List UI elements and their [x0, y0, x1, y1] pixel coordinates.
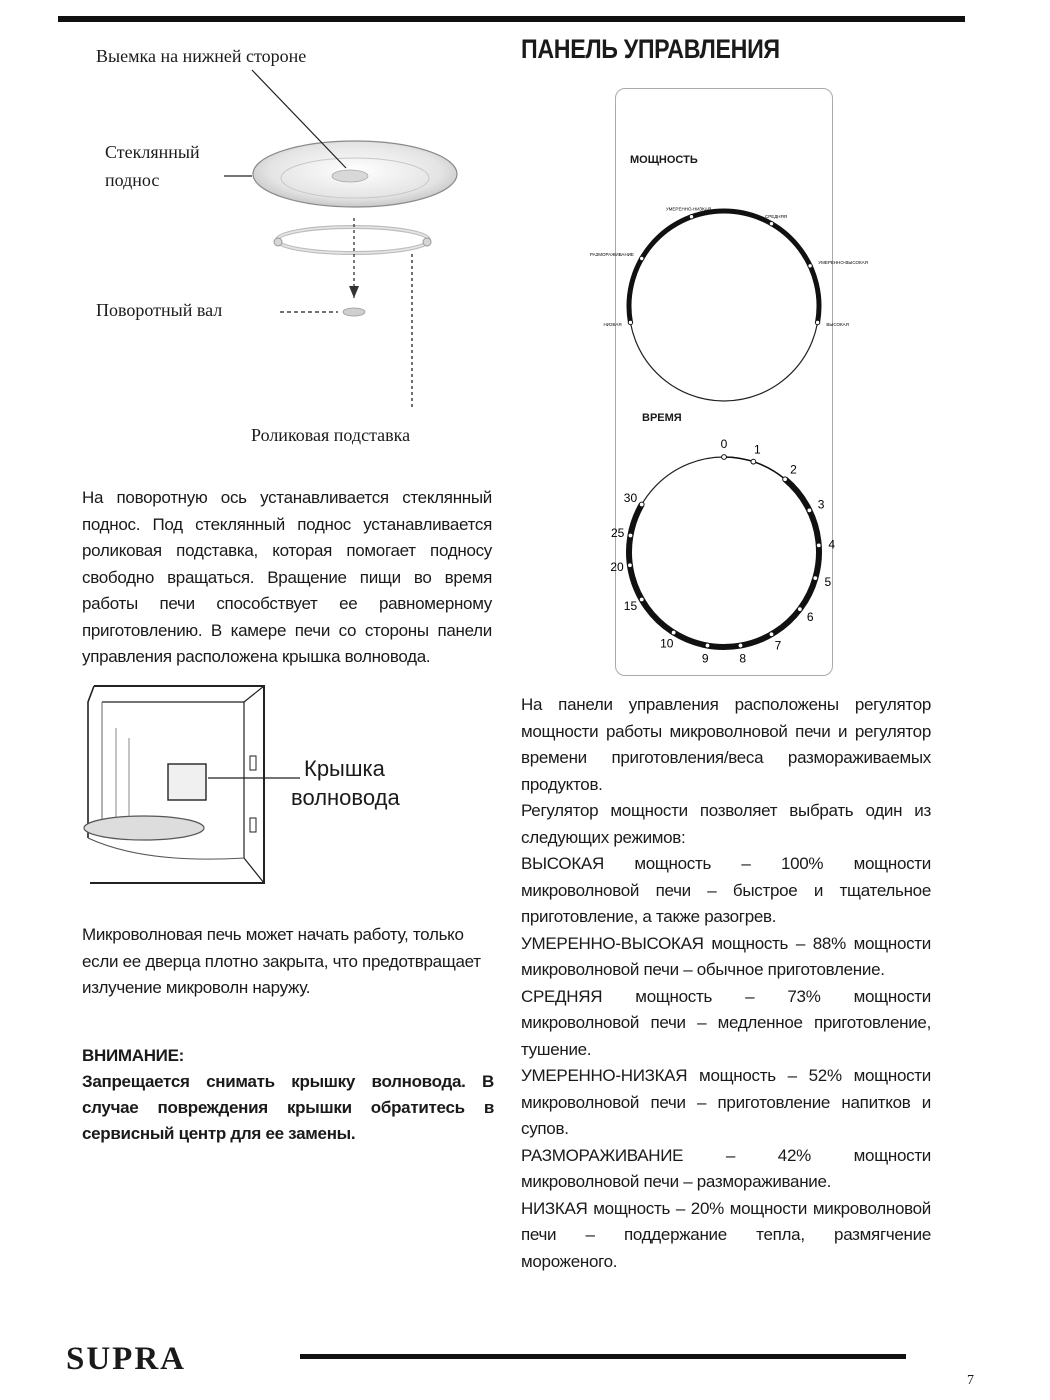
- label-roller: Роликовая подставка: [251, 425, 411, 445]
- time-tick: [639, 597, 644, 602]
- top-rule: [58, 16, 965, 22]
- mode-medium: СРЕДНЯЯ мощность – 73% мощности микроволновой печи – медленное приготовление, тушение.: [521, 986, 931, 1059]
- power-level-label: УМЕРЕННО-НИЗКАЯ: [665, 206, 712, 212]
- paragraph-door: Микроволновая печь может начать работу, только если ее дверца плотно закрыта, что предотвращает излучение микроволн наружу.: [82, 925, 481, 997]
- mode-defrost: РАЗМОРАЖИВАНИЕ – 42% мощности микроволновой печи – размораживание.: [521, 1145, 931, 1191]
- panel-intro: На панели управления расположены регулятор мощности работы микроволновой печи и регулятор времени приготовления/веса размораживаемых продуктов.: [521, 695, 931, 794]
- paragraph-tray: На поворотную ось устанавливается стеклянный поднос. Под стеклянный поднос устанавливается роликовая подставка, которая помогает подносу свободно вращаться. Вращение пищи во время работы печи способствует ее равномерному приготовлению. В камере печи со стороны панели управления расположена крышка волновода.: [82, 488, 492, 666]
- time-mark-label: 7: [774, 638, 782, 653]
- time-mark-label: 9: [701, 651, 709, 666]
- power-level-label: НИЗКАЯ: [603, 322, 622, 328]
- warning-title: ВНИМАНИЕ:: [82, 1046, 185, 1065]
- power-label: МОЩНОСТЬ: [630, 154, 698, 166]
- time-tick: [705, 643, 710, 648]
- time-mark-label: 4: [828, 537, 836, 552]
- time-tick: [751, 459, 756, 464]
- mode-low: НИЗКАЯ мощность – 20% мощности микроволновой печи – поддержание тепла, размягчение мороженого.: [521, 1198, 931, 1271]
- time-label: ВРЕМЯ: [642, 412, 682, 424]
- time-tick: [722, 455, 727, 460]
- label-waveguide-1: Крышка: [304, 756, 385, 781]
- time-mark-label: 15: [623, 599, 638, 613]
- page-title: ПАНЕЛЬ УПРАВЛЕНИЯ: [521, 34, 780, 64]
- power-tick: [769, 222, 773, 226]
- time-mark-label: 0: [720, 437, 728, 451]
- time-mark-label: 2: [790, 462, 797, 477]
- time-tick: [797, 607, 802, 612]
- time-mark-label: 25: [610, 526, 625, 541]
- waveguide-diagram: [84, 678, 284, 898]
- time-mark-label: 8: [739, 651, 747, 666]
- mode-medium-low: УМЕРЕННО-НИЗКАЯ мощность – 52% мощности микроволновой печи – приготовление напитков и супов.: [521, 1066, 931, 1138]
- time-tick: [639, 502, 644, 507]
- time-mark-label: 10: [660, 636, 674, 651]
- time-dial[interactable]: [610, 437, 835, 665]
- power-level-label: УМЕРЕННО-ВЫСОКАЯ: [818, 260, 868, 266]
- time-tick: [671, 630, 676, 635]
- brand-logo: SUPRA: [66, 1341, 187, 1377]
- time-tick: [807, 508, 812, 513]
- time-mark-label: 1: [754, 442, 761, 457]
- mode-medium-high: УМЕРЕННО-ВЫСОКАЯ мощность – 88% мощности микроволновой печи – обычное приготовление.: [521, 933, 931, 979]
- time-tick: [816, 543, 821, 548]
- turntable-shaft: [343, 308, 365, 316]
- time-mark-label: 6: [806, 609, 814, 624]
- warning-block: [82, 1043, 494, 1147]
- power-level-label: ВЫСОКАЯ: [826, 322, 849, 328]
- dials: [589, 88, 868, 676]
- time-mark-label: 5: [824, 574, 832, 589]
- power-tick: [628, 320, 632, 324]
- label-waveguide-2: волновода: [291, 785, 400, 810]
- time-tick: [783, 477, 788, 482]
- power-tick: [808, 264, 812, 268]
- mode-high: ВЫСОКАЯ мощность – 100% мощности микроволновой печи – быстрое и тщательное приготовление, а также разогрев.: [521, 854, 931, 926]
- label-glass-tray-1: Стеклянный: [105, 142, 200, 162]
- time-tick: [628, 533, 633, 538]
- page-number: 7: [967, 1373, 974, 1388]
- waveguide-cover: [168, 764, 206, 800]
- turntable-diagram: [80, 40, 500, 460]
- time-mark-label: 3: [817, 497, 825, 512]
- time-mark-label: 30: [623, 491, 638, 505]
- time-tick: [813, 576, 818, 581]
- power-dial[interactable]: [590, 206, 868, 401]
- time-tick: [738, 643, 743, 648]
- label-underside: Выемка на нижней стороне: [96, 46, 307, 66]
- time-tick: [769, 632, 774, 637]
- power-tick: [640, 256, 644, 260]
- power-level-label: РАЗМОРАЖИВАНИЕ: [589, 252, 634, 257]
- power-tick: [689, 215, 693, 219]
- power-tick: [815, 320, 819, 324]
- label-glass-tray-2: поднос: [105, 170, 160, 190]
- panel-description: [521, 692, 931, 1275]
- warning-text: Запрещается снимать крышку волновода. В случае повреждения крышки обратитесь в сервисный центр для ее замены.: [82, 1072, 494, 1143]
- power-level-label: СРЕДНЯЯ: [764, 213, 788, 219]
- label-shaft: Поворотный вал: [96, 300, 223, 320]
- footer-rule: [300, 1354, 906, 1359]
- time-tick: [628, 563, 633, 568]
- time-mark-label: 20: [610, 560, 624, 575]
- panel-selector: Регулятор мощности позволяет выбрать один из следующих режимов:: [521, 801, 931, 847]
